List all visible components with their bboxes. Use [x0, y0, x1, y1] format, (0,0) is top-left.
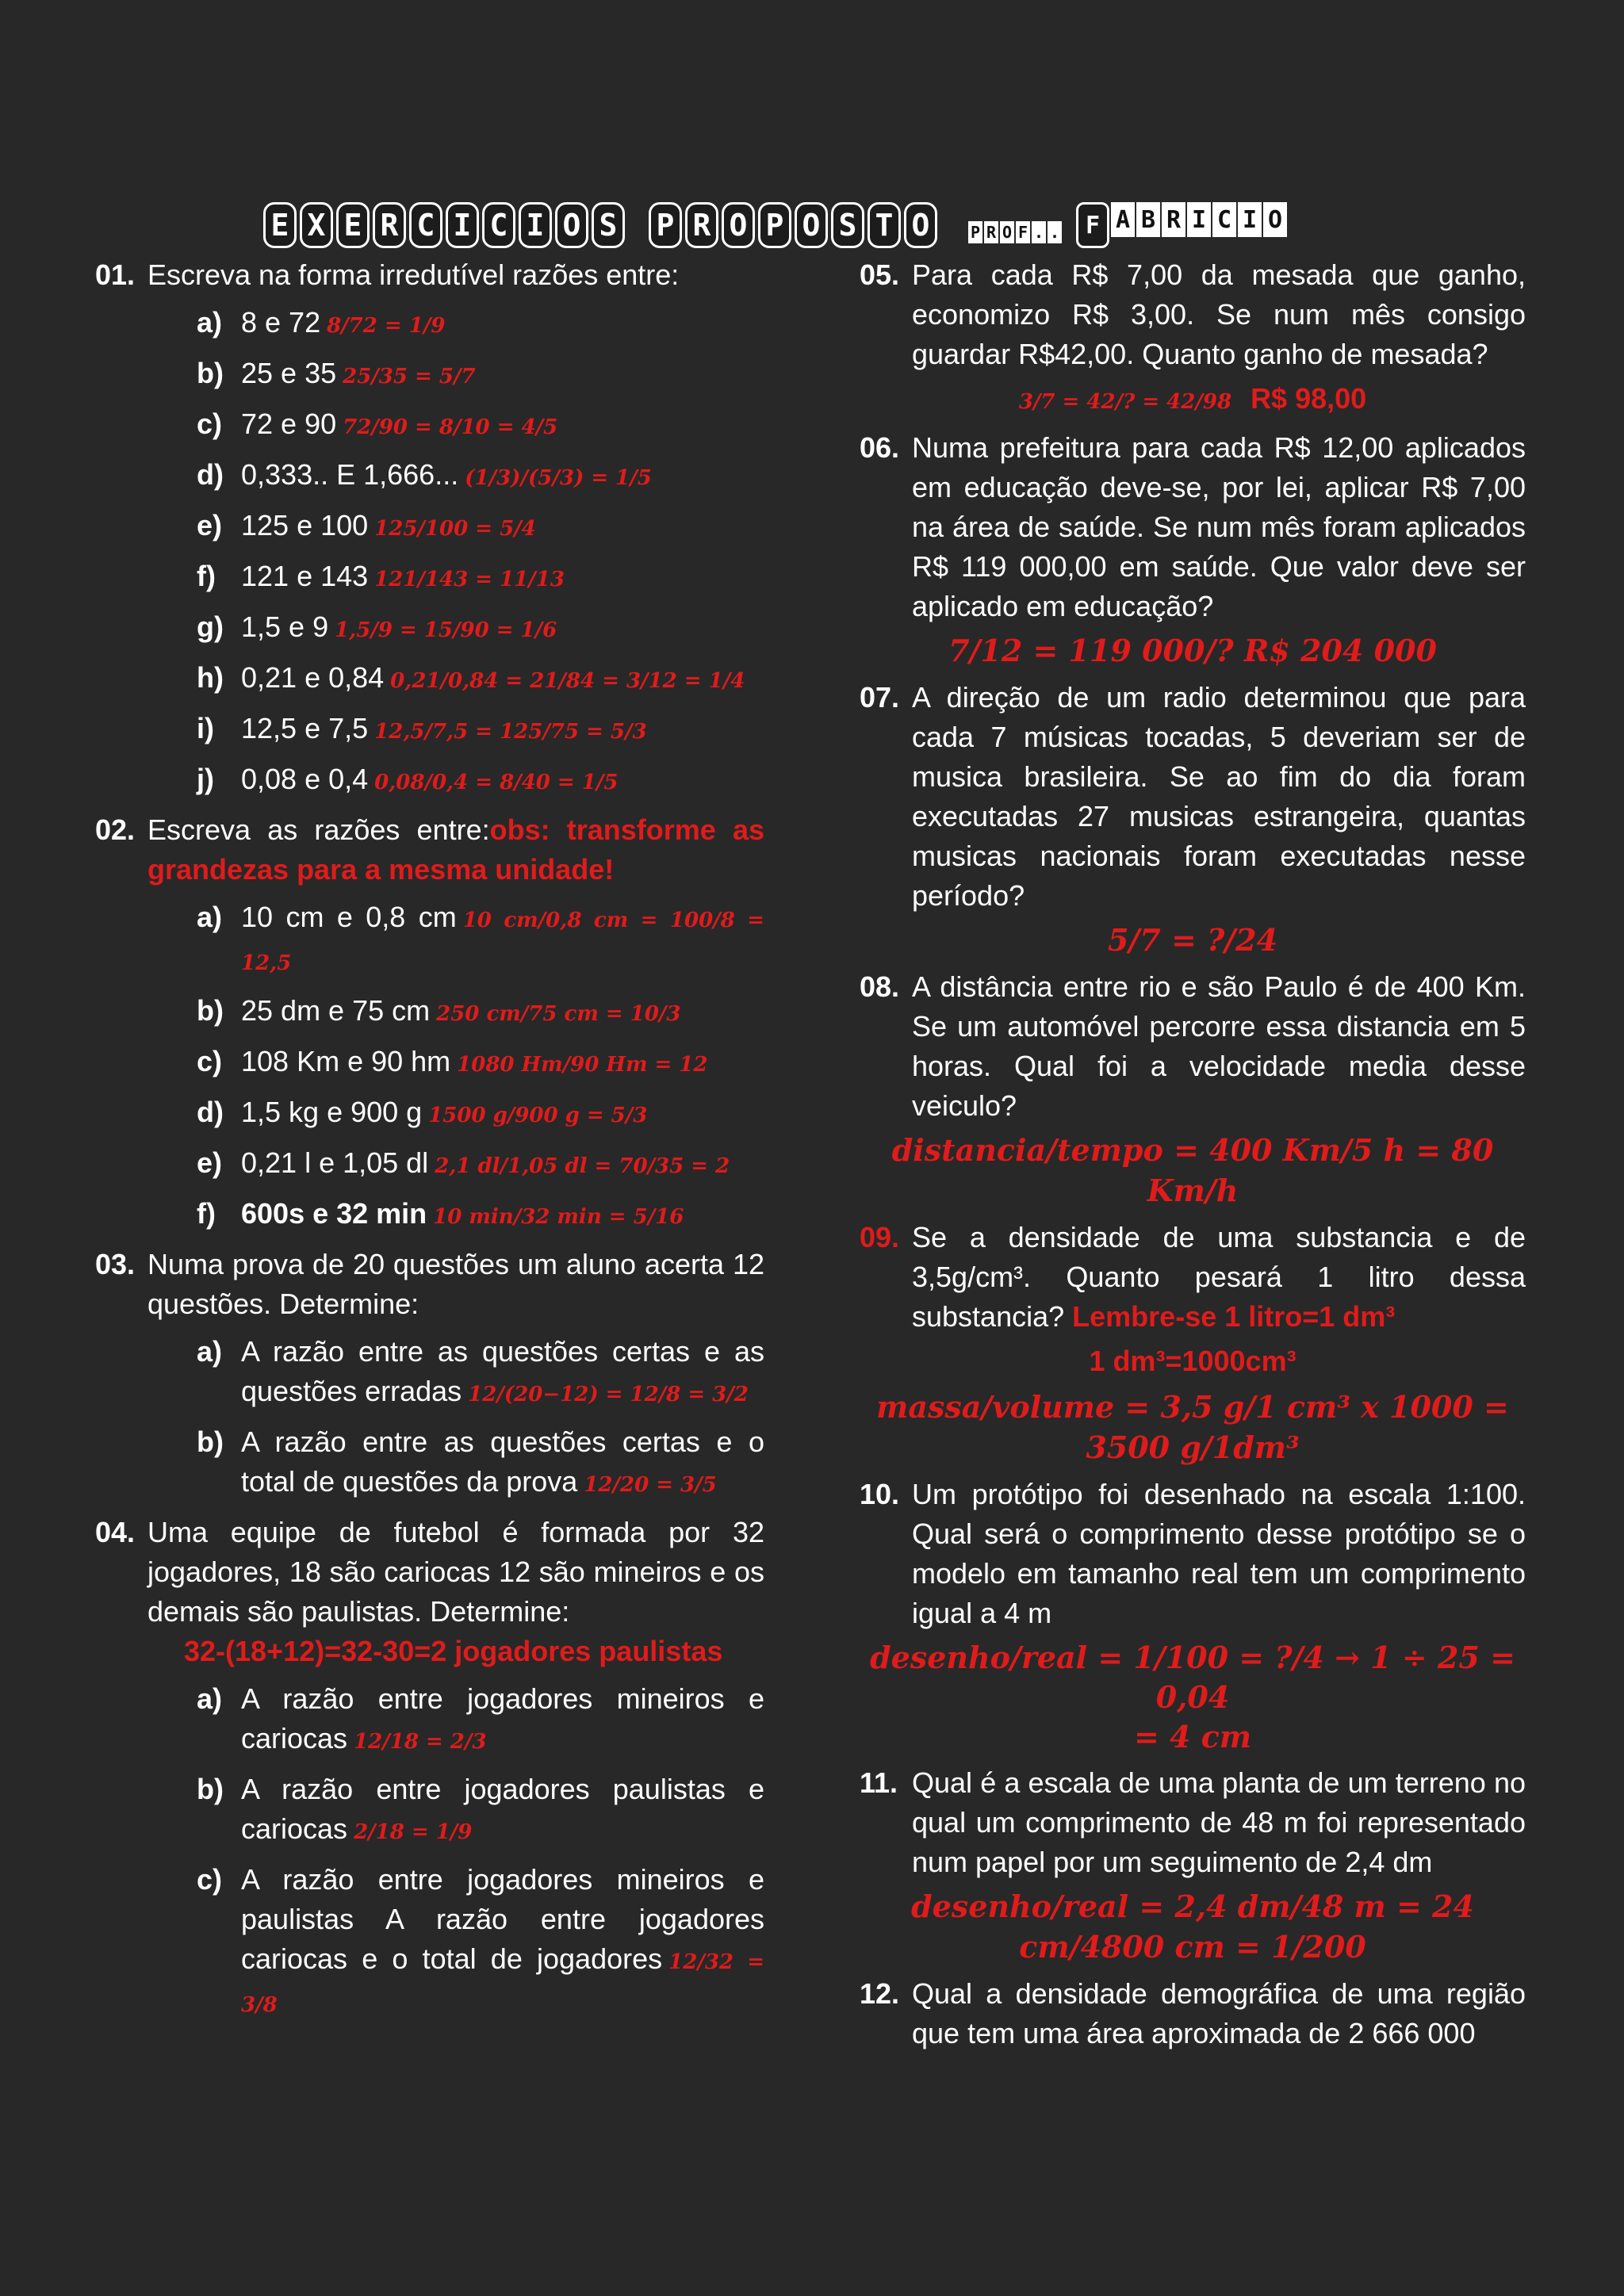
question-number: 01.: [95, 258, 136, 291]
sub-item-solution: 12/20 = 3/5: [584, 1473, 717, 1497]
sub-item-text: [241, 303, 764, 346]
question-text: Numa prefeitura para cada R$ 12,00 aplicados em educação deve-se, por lei, aplicar R$ 7,00 na área de saúde. Se num mês foram aplicados R$ 119 000,00 em saúde. Que valor deve ser aplicado em educação?: [912, 431, 1526, 622]
worksheet-header: [262, 198, 1288, 252]
sub-item: [95, 404, 764, 447]
question-text: A distância entre rio e são Paulo é de 400 Km. Se um automóvel percorre essa distancia em 5 horas. Qual foi a velocidade media desse veiculo?: [912, 970, 1526, 1122]
header-letter-tile: O: [1000, 221, 1014, 243]
sub-item: [95, 1679, 764, 1762]
sub-item: [95, 354, 764, 396]
sub-item-question: 108 Km e 90 hm: [241, 1045, 451, 1077]
question-09-note2: 1 dm³=1000cm³: [1089, 1345, 1297, 1377]
sub-item-solution: 125/100 = 5/4: [374, 517, 536, 541]
question-02: [95, 810, 764, 890]
sub-item-question: A razão entre as questões certas e as questões erradas: [241, 1335, 764, 1407]
sub-item-question: 8 e 72: [241, 306, 321, 339]
sub-item-solution: 1500 g/900 g = 5/3: [428, 1104, 648, 1127]
sub-item-label: i): [197, 712, 214, 744]
sub-item: [95, 1143, 764, 1186]
solution-math-result: = 4 cm: [1133, 1719, 1252, 1755]
header-teacher-name: [1075, 202, 1288, 248]
sub-item: [95, 1422, 764, 1505]
sub-item: [95, 607, 764, 650]
sub-item-question: 12,5 e 7,5: [241, 712, 369, 744]
sub-item: [95, 1860, 764, 2025]
question-02-items: [95, 897, 764, 1237]
solution-math: massa/volume = 3,5 g/1 cm³ x 1000 = 3500 g/1dm³: [876, 1389, 1509, 1465]
sub-item-text: [241, 354, 764, 396]
sub-item-question: 0,08 e 0,4: [241, 763, 369, 795]
sub-item: [95, 658, 764, 701]
sub-item-solution: 2,1 dl/1,05 dl = 70/35 = 2: [435, 1154, 730, 1178]
header-letter-tile: S: [831, 202, 864, 248]
question-number: 03.: [95, 1248, 136, 1280]
sub-item-question: A razão entre jogadores mineiros e cariocas: [241, 1682, 764, 1755]
sub-item-solution: 72/90 = 8/10 = 4/5: [343, 415, 558, 439]
question-05-solution: [860, 379, 1526, 422]
sub-item: [95, 506, 764, 549]
sub-item-text: [241, 557, 764, 599]
header-letter-tile: .: [1032, 221, 1046, 243]
sub-item-label: b): [197, 994, 224, 1027]
header-letter-tile: F: [1016, 221, 1030, 243]
sub-item: [95, 897, 764, 983]
question-07: [860, 678, 1526, 916]
sub-item-text: [241, 1093, 764, 1135]
sub-item-question: 10 cm e 0,8 cm: [241, 901, 457, 933]
sub-item: [95, 455, 764, 498]
sub-item: [95, 303, 764, 346]
sub-item-text: [241, 455, 764, 498]
header-letter-tile: C: [409, 202, 442, 248]
question-number: 10.: [860, 1478, 900, 1510]
sub-item-label: c): [197, 1045, 223, 1077]
sub-item-question: A razão entre as questões certas e o total de questões da prova: [241, 1425, 764, 1498]
question-09: [860, 1218, 1526, 1337]
question-11: [860, 1763, 1526, 1882]
sub-item-label: b): [197, 1425, 224, 1458]
sub-item-text: [241, 991, 764, 1034]
solution-math: desenho/real = 1/100 = ?/4 → 1 ÷ 25 = 0,04: [870, 1640, 1515, 1715]
sub-item-solution: 10 min/32 min = 5/16: [433, 1205, 684, 1229]
left-column: [95, 255, 764, 2033]
header-letter-tile: P: [968, 221, 982, 243]
sub-item-solution: 12/32 = 3/8: [241, 1950, 765, 2017]
sub-item-question: A razão entre jogadores mineiros e paulistas A razão entre jogadores cariocas e o total de jogadores: [241, 1863, 764, 1975]
question-06: [860, 428, 1526, 626]
header-letter-tile: A: [1111, 202, 1135, 237]
header-letter-tile: .: [1048, 221, 1062, 243]
question-06-solution: [860, 631, 1526, 672]
question-09-solution: [860, 1387, 1526, 1468]
solution-math: 3/7 = 42/? = 42/98: [1018, 390, 1232, 414]
question-text: Se a densidade de uma substancia e de 3,5g/cm³. Quanto pesará 1 litro dessa substancia?: [912, 1221, 1526, 1333]
question-number: 11.: [860, 1766, 898, 1799]
sub-item-text: [241, 607, 764, 650]
header-letter-tile: E: [263, 202, 297, 248]
sub-item-label: d): [197, 458, 224, 491]
sub-item-label: e): [197, 509, 223, 541]
question-07-solution: [860, 920, 1526, 961]
header-letter-tile: O: [555, 202, 588, 248]
header-letter-tile: O: [722, 202, 755, 248]
sub-item-solution: 12/(20−12) = 12/8 = 3/2: [468, 1383, 749, 1406]
sub-item-solution: 121/143 = 11/13: [374, 568, 565, 591]
sub-item-solution: 0,08/0,4 = 8/40 = 1/5: [374, 771, 619, 794]
sub-item-question: 600s e 32 min: [241, 1197, 427, 1230]
question-text: Um protótipo foi desenhado na escala 1:100. Qual será o comprimento desse protótipo se o modelo em tamanho real tem um comprimento igual a 4 m: [912, 1478, 1526, 1629]
sub-item-text: [241, 1860, 764, 2025]
header-title: [262, 202, 939, 248]
sub-item-text: [241, 506, 764, 549]
header-letter-tile: F: [1076, 202, 1109, 248]
sub-item-solution: 250 cm/75 cm = 10/3: [436, 1002, 681, 1026]
header-letter-tile: O: [1263, 202, 1287, 237]
question-04-calc: 32-(18+12)=32-30=2 jogadores paulistas: [184, 1635, 723, 1667]
question-number: 07.: [860, 681, 900, 714]
header-letter-tile: I: [446, 202, 479, 248]
question-text: Qual é a escala de uma planta de um terreno no qual um comprimento de 48 m foi representado num papel por um seguimento de 2,4 dm: [912, 1766, 1526, 1878]
sub-item-text: [241, 1143, 764, 1186]
sub-item-solution: 1080 Hm/90 Hm = 12: [457, 1053, 708, 1077]
sub-item-question: 0,21 e 0,84: [241, 661, 385, 694]
header-letter-tile: X: [300, 202, 333, 248]
sub-item-label: a): [197, 901, 223, 933]
header-letter-tile: B: [1136, 202, 1160, 237]
header-letter-tile: P: [758, 202, 791, 248]
sub-item-label: h): [197, 661, 224, 694]
sub-item: [95, 991, 764, 1034]
sub-item-question: 125 e 100: [241, 509, 369, 541]
sub-item-question: 25 dm e 75 cm: [241, 994, 431, 1027]
sub-item-label: e): [197, 1146, 223, 1179]
header-letter-tile: C: [482, 202, 515, 248]
question-number: 06.: [860, 431, 900, 464]
sub-item-label: a): [197, 1335, 223, 1368]
question-text: A direção de um radio determinou que para cada 7 músicas tocadas, 5 deveriam ser de musica brasileira. Se ao fim do dia foram executadas 27 musicas estrangeira, quantas musicas nacionais foram executadas nesse período?: [912, 681, 1526, 912]
header-letter-tile: R: [1162, 202, 1185, 237]
header-letter-tile: I: [1238, 202, 1262, 237]
question-number: 02.: [95, 813, 136, 846]
sub-item-text: [241, 1770, 764, 1852]
sub-item-label: c): [197, 1863, 223, 1896]
sub-item: [95, 709, 764, 752]
sub-item-question: 25 e 35: [241, 357, 337, 389]
sub-item-label: a): [197, 306, 223, 339]
question-note: Lembre-se 1 litro=1 dm³: [1072, 1300, 1396, 1333]
question-04-items: [95, 1679, 764, 2025]
sub-item-solution: (1/3)/(5/3) = 1/5: [465, 466, 652, 490]
header-prof: [967, 221, 1063, 243]
question-text: Numa prova de 20 questões um aluno acerta 12 questões. Determine:: [147, 1248, 764, 1320]
sub-item-label: a): [197, 1682, 223, 1715]
sub-item-text: [241, 1332, 764, 1414]
question-03: [95, 1245, 764, 1324]
header-letter-tile: I: [519, 202, 552, 248]
sub-item-question: 121 e 143: [241, 560, 369, 592]
header-letter-tile: E: [336, 202, 370, 248]
sub-item: [95, 1770, 764, 1852]
question-12: [860, 1974, 1526, 2053]
question-08-solution: [860, 1131, 1526, 1211]
header-letter-tile: S: [592, 202, 625, 248]
sub-item-solution: 2/18 = 1/9: [354, 1820, 473, 1844]
sub-item: [95, 557, 764, 599]
sub-item-question: A razão entre jogadores paulistas e cariocas: [241, 1773, 764, 1845]
sub-item-text: [241, 760, 764, 802]
sub-item-text: [241, 1194, 764, 1237]
header-letter-tile: R: [373, 202, 406, 248]
solution-math: desenho/real = 2,4 dm/48 m = 24 cm/4800 cm = 1/200: [911, 1888, 1474, 1965]
question-note: obs: transforme as grandezas para a mesma unidade!: [147, 813, 765, 886]
sub-item: [95, 1332, 764, 1414]
sub-item-question: 0,21 l e 1,05 dl: [241, 1146, 429, 1179]
question-text: Qual a densidade demográfica de uma região que tem uma área aproximada de 2 666 000: [912, 1977, 1526, 2049]
question-10: [860, 1475, 1526, 1633]
question-number: 09.: [860, 1221, 900, 1253]
question-05: [860, 255, 1526, 374]
header-letter-tile: O: [795, 202, 828, 248]
header-letter-tile: C: [1212, 202, 1236, 237]
sub-item: [95, 1042, 764, 1085]
sub-item-label: c): [197, 408, 223, 440]
header-letter-tile: I: [1187, 202, 1211, 237]
sub-item-solution: 12/18 = 2/3: [354, 1730, 487, 1754]
question-text: Escreva as razões entre:: [147, 813, 490, 846]
sub-item-label: j): [197, 763, 214, 795]
question-text: Escreva na forma irredutível razões entre:: [147, 258, 680, 291]
question-number: 04.: [95, 1516, 136, 1548]
sub-item-solution: 10 cm/0,8 cm = 100/8 = 12,5: [241, 909, 764, 975]
question-01: [95, 255, 764, 295]
question-03-items: [95, 1332, 764, 1505]
right-column: [860, 255, 1526, 2053]
header-letter-tile: [626, 202, 647, 248]
sub-item-text: [241, 1422, 764, 1505]
question-01-items: [95, 303, 764, 802]
header-letter-tile: O: [904, 202, 937, 248]
question-number: 12.: [860, 1977, 900, 2010]
question-04: [95, 1513, 764, 1632]
question-number: 05.: [860, 258, 900, 291]
question-11-solution: [860, 1887, 1526, 1968]
question-08: [860, 967, 1526, 1126]
sub-item-solution: 25/35 = 5/7: [343, 365, 476, 388]
question-text: Uma equipe de futebol é formada por 32 jogadores, 18 são cariocas 12 são mineiros e os demais são paulistas. Determine:: [147, 1516, 764, 1628]
sub-item-label: d): [197, 1096, 224, 1128]
solution-math: 7/12 = 119 000/? R$ 204 000: [948, 633, 1437, 668]
sub-item-solution: 1,5/9 = 15/90 = 1/6: [335, 618, 557, 642]
sub-item-question: 72 e 90: [241, 408, 337, 440]
sub-item-solution: 0,21/0,84 = 21/84 = 3/12 = 1/4: [390, 669, 745, 693]
sub-item: [95, 1093, 764, 1135]
sub-item-label: b): [197, 1773, 224, 1805]
sub-item: [95, 760, 764, 802]
sub-item-text: [241, 1679, 764, 1762]
sub-item-label: b): [197, 357, 224, 389]
solution-math: 5/7 = ?/24: [1107, 922, 1278, 958]
sub-item-text: [241, 404, 764, 447]
sub-item-solution: 12,5/7,5 = 125/75 = 5/3: [374, 720, 647, 744]
sub-item-label: g): [197, 610, 224, 643]
sub-item-text: [241, 658, 764, 701]
sub-item-text: [241, 709, 764, 752]
header-letter-tile: P: [649, 202, 682, 248]
sub-item-question: 1,5 kg e 900 g: [241, 1096, 423, 1128]
sub-item-text: [241, 1042, 764, 1085]
question-number: 08.: [860, 970, 900, 1003]
sub-item-label: f): [197, 560, 216, 592]
sub-item: [95, 1194, 764, 1237]
sub-item-question: 0,333.. E 1,666...: [241, 458, 459, 491]
sub-item-label: f): [197, 1197, 216, 1230]
sub-item-solution: 8/72 = 1/9: [327, 314, 446, 338]
question-10-solution: [860, 1638, 1526, 1757]
header-letter-tile: R: [685, 202, 718, 248]
solution-math: distancia/tempo = 400 Km/5 h = 80 Km/h: [891, 1132, 1494, 1208]
solution-answer: R$ 98,00: [1251, 382, 1367, 415]
sub-item-text: [241, 897, 764, 983]
header-letter-tile: R: [984, 221, 998, 243]
question-text: Para cada R$ 7,00 da mesada que ganho, economizo R$ 3,00. Se num mês consigo guardar R$42,00. Quanto ganho de mesada?: [912, 258, 1526, 370]
header-letter-tile: T: [868, 202, 901, 248]
sub-item-question: 1,5 e 9: [241, 610, 329, 643]
